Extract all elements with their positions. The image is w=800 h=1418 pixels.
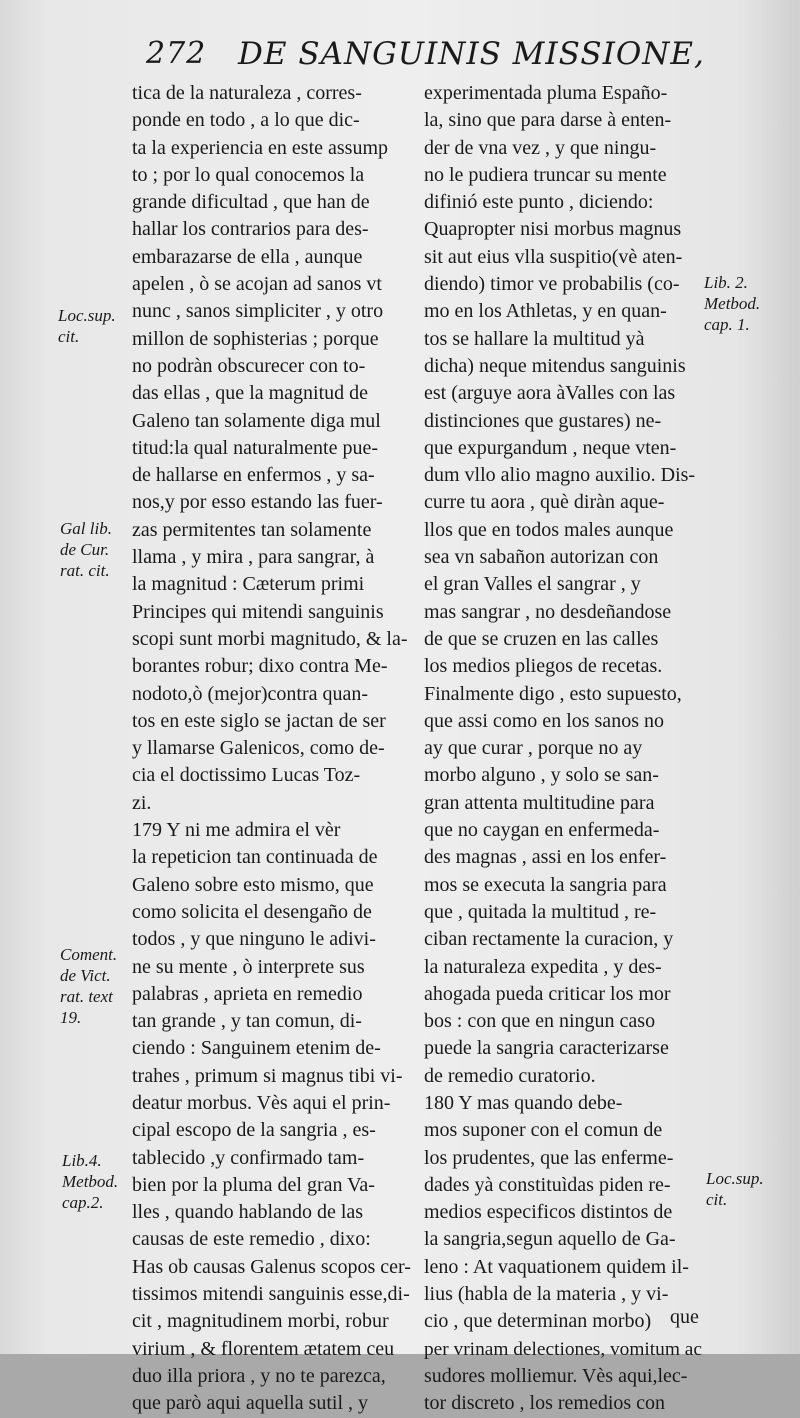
text-line: mos suponer con el comun de	[424, 1119, 663, 1142]
text-line: de que se cruzen en las calles	[424, 627, 659, 650]
text-line: das ellas , que la magnitud de	[132, 382, 369, 405]
text-line: leno : At vaquationem quidem il-	[424, 1255, 689, 1278]
margin-note-line: cap. 1.	[704, 315, 750, 334]
text-line: dades yà constituìdas piden re-	[424, 1173, 671, 1196]
text-line: sudores molliemur. Vès aqui,lec-	[424, 1364, 688, 1387]
text-line: todos , y que ninguno le adivi-	[132, 928, 376, 951]
text-line: Principes qui mitendi sanguinis	[132, 600, 384, 623]
text-line: como solicita el desengaño de	[132, 900, 372, 923]
left-text-column	[132, 80, 414, 1418]
right-text-column	[424, 80, 702, 1418]
text-line: Quapropter nisi morbus magnus	[424, 218, 682, 241]
text-line: que expurgandum , neque vten-	[424, 436, 677, 459]
text-line: est (arguye aora àValles con las	[424, 382, 676, 405]
text-line: cia el doctissimo Lucas Toz-	[132, 764, 361, 787]
text-line: Galeno sobre esto mismo, que	[132, 873, 374, 896]
text-line: experimentada pluma Españo-	[424, 82, 668, 104]
text-line: sit aut eius vlla suspitio(vè aten-	[424, 245, 683, 268]
text-line: que parò aqui aquella sutil , y	[132, 1392, 369, 1415]
margin-note-line: cap.2.	[62, 1193, 104, 1212]
text-line: el gran Valles el sangrar , y	[424, 573, 641, 596]
text-line: der de vna vez , y que ningu-	[424, 136, 657, 159]
text-line: tos se hallare la multitud yà	[424, 327, 645, 350]
text-line: que , quitada la multitud , re-	[424, 900, 657, 923]
text-line: bos : con que en ningun caso	[424, 1010, 656, 1033]
text-line: de hallarse en enfermos , y sa-	[132, 464, 375, 487]
text-line: tos en este siglo se jactan de ser	[132, 709, 386, 732]
text-line: hallar los contrarios para des-	[132, 218, 369, 241]
text-line: cit , magnitudinem morbi, robur	[132, 1310, 389, 1333]
text-line: Has ob causas Galenus scopos cer-	[132, 1255, 411, 1278]
margin-note-line: de Vict.	[60, 966, 111, 985]
text-line: no le pudiera truncar su mente	[424, 163, 667, 186]
text-line: borantes robur; dixo contra Me-	[132, 655, 388, 678]
text-line: 180 Y mas quando debe-	[424, 1091, 623, 1114]
margin-note-line: cit.	[706, 1190, 728, 1209]
text-line: lles , quando hablando de las	[132, 1201, 364, 1224]
text-line: ahogada pueda criticar los mor	[424, 982, 671, 1005]
text-line: embarazarse de ella , aunque	[132, 245, 363, 268]
margin-note-line: Loc.sup.	[706, 1169, 764, 1188]
text-line: no podràn obscurecer con to-	[132, 354, 366, 377]
text-line: curre tu aora , què diràn aque-	[424, 491, 665, 514]
text-line: tica de la naturaleza , corres-	[132, 82, 362, 104]
text-line: ta la experiencia en este assump	[132, 136, 388, 159]
text-line: llama , y mira , para sangrar, à	[132, 546, 375, 569]
text-line: millon de sophisterias ; porque	[132, 327, 379, 350]
text-line: la sangria,segun aquello de Ga-	[424, 1228, 676, 1251]
margin-note-lib2	[704, 272, 760, 335]
text-line: zi.	[132, 791, 152, 814]
text-line: dum vllo alio magno auxilio. Dis-	[424, 464, 696, 487]
text-line: apelen , ò se acojan ad sanos vt	[132, 273, 382, 296]
text-line: tablecido ,y confirmado tam-	[132, 1146, 365, 1169]
text-line: puede la sangria caracterizarse	[424, 1037, 669, 1060]
text-line: grande dificultad , que han de	[132, 191, 370, 214]
text-line: Finalmente digo , esto supuesto,	[424, 682, 682, 705]
text-line: llos que en todos males aunque	[424, 518, 674, 541]
margin-note-line: Metbod.	[704, 294, 761, 313]
text-line: cio , que determinan morbo)	[424, 1310, 652, 1333]
text-line: nos,y por esso estando las fuer-	[132, 491, 383, 514]
text-line: lius (habla de la materia , y vi-	[424, 1283, 669, 1306]
margin-note-line: cit.	[58, 327, 80, 346]
margin-note-line: Lib.4.	[62, 1151, 102, 1170]
margin-note-line: Loc.sup.	[58, 306, 116, 325]
text-line: distinciones que gustares) ne-	[424, 409, 662, 432]
running-title: DE SANGUINIS MISSIONE,	[238, 36, 705, 72]
margin-note-lib4	[62, 1150, 118, 1213]
text-line: diendo) timor ve probabilis (co-	[424, 273, 680, 296]
text-line: difinió este punto , diciendo:	[424, 191, 654, 214]
text-line: nodoto,ò (mejor)contra quan-	[132, 682, 369, 705]
margin-note-line: Metbod.	[62, 1172, 119, 1191]
text-line: 179 Y ni me admira el vèr	[132, 819, 341, 842]
text-line: gran attenta multitudine para	[424, 791, 655, 814]
text-line: virium , & florentem ætatem ceu	[132, 1337, 395, 1360]
text-line: scopi sunt morbi magnitudo, & la-	[132, 627, 408, 650]
text-line: cipal escopo de la sangria , es-	[132, 1119, 376, 1142]
text-line: mos se executa la sangria para	[424, 873, 667, 896]
text-line: zas permitentes tan solamente	[132, 518, 372, 541]
margin-note-coment	[60, 944, 117, 1028]
text-line: la naturaleza expedita , y des-	[424, 955, 662, 978]
text-line: causas de este remedio , dixo:	[132, 1228, 371, 1251]
text-line: tan grande , y tan comun, di-	[132, 1010, 362, 1033]
margin-note-line: Gal lib.	[60, 519, 112, 538]
text-line: de remedio curatorio.	[424, 1064, 596, 1087]
text-line: que no caygan en enfermeda-	[424, 819, 660, 842]
text-line: to ; por lo qual conocemos la	[132, 163, 365, 186]
text-line: duo illa priora , y no te parezca,	[132, 1364, 386, 1387]
text-line: des magnas , assi en los enfer-	[424, 846, 667, 869]
margin-note-line: rat. cit.	[60, 561, 110, 580]
page-number: 272	[146, 36, 207, 71]
text-line: los medios pliegos de recetas.	[424, 655, 663, 678]
text-line: tissimos mitendi sanguinis esse,di-	[132, 1283, 410, 1306]
text-line: nunc , sanos simpliciter , y otro	[132, 300, 384, 323]
text-line: palabras , aprieta en remedio	[132, 982, 363, 1005]
text-line: ne su mente , ò interprete sus	[132, 955, 365, 978]
text-line: titud:la qual naturalmente pue-	[132, 436, 379, 459]
text-line: sea vn sabañon autorizan con	[424, 546, 659, 569]
text-line: que assi como en los sanos no	[424, 709, 664, 732]
text-line: mas sangrar , no desdeñandose	[424, 600, 672, 623]
text-line: Galeno tan solamente diga mul	[132, 409, 381, 432]
text-line: dicha) neque mitendus sanguinis	[424, 354, 686, 377]
text-line: la magnitud : Cæterum primi	[132, 573, 365, 596]
margin-note-line: de Cur.	[60, 540, 110, 559]
text-line: tor discreto , los remedios con	[424, 1392, 666, 1415]
text-line: ay que curar , porque no ay	[424, 737, 643, 760]
text-line: per vrinam delectiones, vomitum ac	[424, 1338, 702, 1360]
text-line: la repeticion tan continuada de	[132, 846, 378, 869]
text-line: ciendo : Sanguinem etenim de-	[132, 1037, 381, 1060]
margin-note-gal-lib	[60, 518, 112, 581]
text-line: ciban rectamente la curacion, y	[424, 928, 674, 951]
text-line: la, sino que para darse à enten-	[424, 109, 672, 132]
text-line: los prudentes, que las enferme-	[424, 1146, 674, 1169]
text-line: trahes , primum si magnus tibi vi-	[132, 1064, 403, 1087]
text-line: y llamarse Galenicos, como de-	[132, 737, 385, 760]
margin-note-line: Coment.	[60, 945, 118, 964]
margin-note-line: rat. text	[60, 987, 113, 1006]
text-line: mo en los Athletas, y en quan-	[424, 300, 667, 323]
text-line: morbo alguno , y solo se san-	[424, 764, 659, 787]
page-header	[146, 36, 706, 80]
margin-note-loc-sup	[58, 305, 116, 347]
text-line: ponde en todo , a lo que dic-	[132, 109, 360, 132]
text-line: deatur morbus. Vès aqui el prin-	[132, 1091, 391, 1114]
margin-note-line: Lib. 2.	[704, 273, 748, 292]
text-line: bien por la pluma del gran Va-	[132, 1173, 375, 1196]
text-line: medios especificos distintos de	[424, 1201, 673, 1224]
margin-note-loc-sup-right	[706, 1168, 764, 1210]
catchword: que	[670, 1306, 699, 1328]
margin-note-line: 19.	[60, 1008, 82, 1027]
